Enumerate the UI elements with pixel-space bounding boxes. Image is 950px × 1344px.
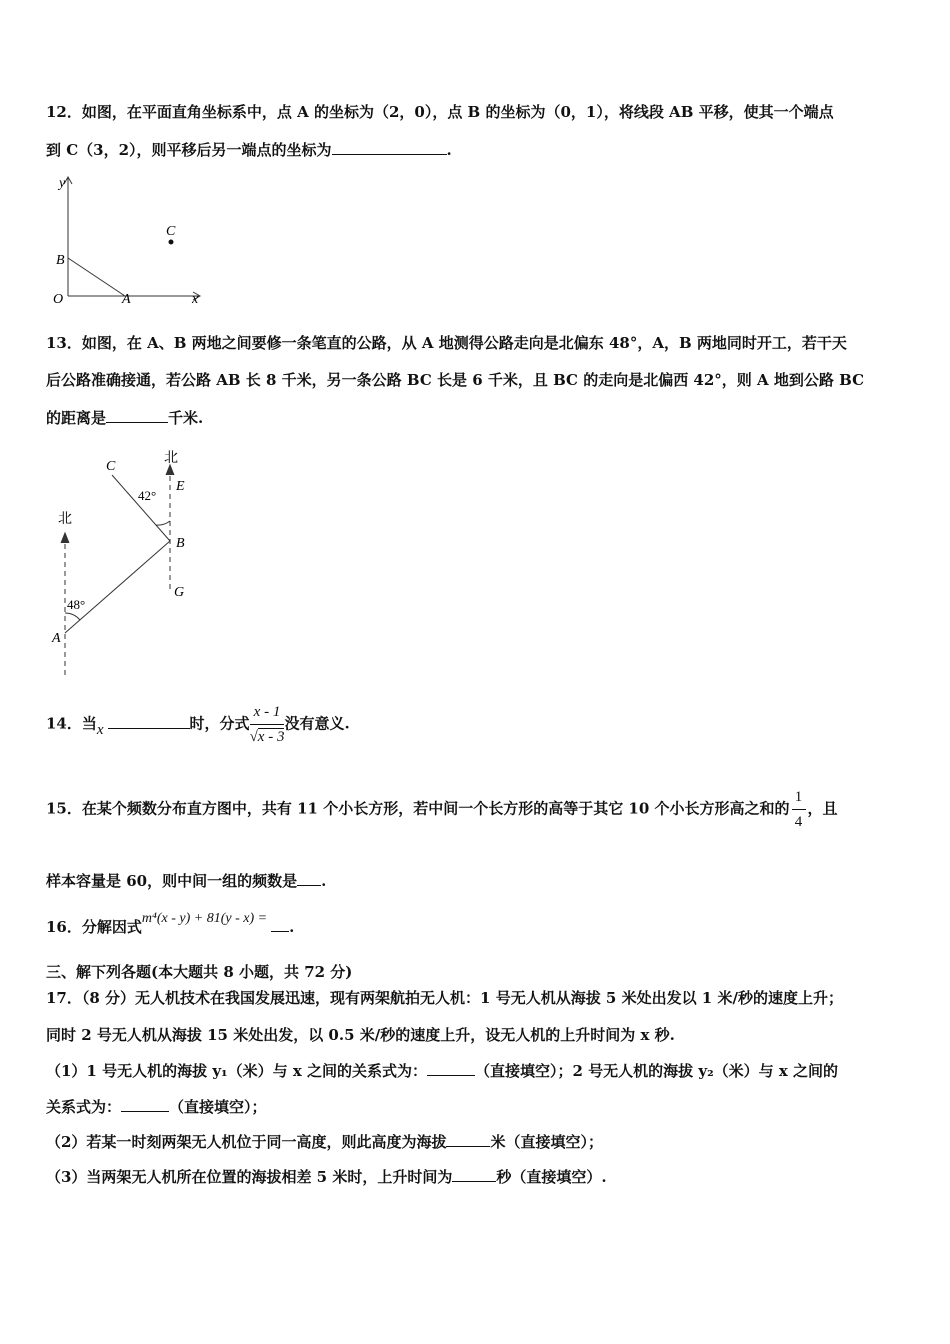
- label-north-b: 北: [164, 451, 178, 466]
- segment-bc: [112, 475, 170, 541]
- label-a: A: [122, 292, 131, 307]
- q16-prefix: 16．分解因式: [46, 918, 142, 936]
- q15-fraction: [792, 785, 806, 834]
- q12-period: .: [446, 141, 452, 159]
- q12-answer-blank[interactable]: [332, 140, 447, 155]
- label-g: G: [174, 585, 185, 600]
- q17-p3-text: （3）当两架无人机所在位置的海拔相差 5 米时，上升时间为: [46, 1168, 453, 1186]
- q17-p1-text4: （直接填空）；: [169, 1098, 267, 1116]
- q14-answer-blank[interactable]: [108, 714, 190, 729]
- segment-ab: [65, 541, 170, 633]
- q15-text: 15．在某个频数分布直方图中，共有 11 个小长方形，若中间一个长方形的高等于其它 10 个小长方形高之和的: [46, 799, 790, 818]
- segment-ab: [68, 258, 125, 296]
- q12-text: 到 C（3，2），则平移后另一端点的坐标为: [46, 141, 332, 159]
- q17-p2-text2: 米（直接填空）；: [490, 1133, 603, 1151]
- q13-line1: 13．如图，在 A、B 两地之间要修一条笔直的公路，从 A 地测得公路走向是北偏东 48°，A，B 两地同时开工，若干天: [46, 334, 847, 352]
- q17-p3-blank[interactable]: [452, 1167, 496, 1182]
- q17-line1: 17．（8 分）无人机技术在我国发展迅速，现有两架航拍无人机：1 号无人机从海拔 5 米处出发以 1 米/秒的速度上升；: [46, 989, 843, 1007]
- q15-answer-blank[interactable]: [297, 871, 321, 886]
- q14-numerator: x - 1: [250, 700, 285, 725]
- q17-p2-blank[interactable]: [446, 1132, 490, 1147]
- label-b: B: [56, 253, 65, 268]
- label-c: C: [166, 224, 176, 239]
- q17-part2: [46, 1132, 603, 1152]
- q17-part1: [46, 1061, 838, 1081]
- label-y: y: [59, 176, 66, 191]
- q13-direction-figure: [40, 445, 220, 680]
- q17-line2: 同时 2 号无人机从海拔 15 米处出发，以 0.5 米/秒的速度上升，设无人机的上升时间为 x 秒.: [46, 1026, 675, 1044]
- q15-denominator: 4: [794, 814, 803, 830]
- q16-answer-blank[interactable]: [271, 917, 289, 932]
- q16-period: .: [289, 918, 295, 936]
- q13-line2: 后公路准确接通，若公路 AB 长 8 千米，另一条公路 BC 长是 6 千米，且 BC 的走向是北偏西 42°，则 A 地到公路 BC: [46, 371, 865, 389]
- label-o: O: [53, 292, 64, 307]
- q15-period: .: [321, 872, 327, 890]
- q14-mid: 时，分式: [189, 714, 250, 733]
- q17-p3-text2: 秒（直接填空）.: [496, 1168, 607, 1186]
- q15-line1: [46, 785, 838, 834]
- q14-suffix: 没有意义.: [284, 714, 350, 733]
- q16: [46, 911, 295, 939]
- q17-p2-text: （2）若某一时刻两架无人机位于同一高度，则此高度为海拔: [46, 1133, 447, 1151]
- point-c: [169, 240, 174, 245]
- q12-coordinate-figure: [40, 172, 220, 312]
- label-angle-48: 48°: [67, 597, 86, 612]
- label-x: x: [192, 292, 199, 307]
- q12-line1: 12．如图，在平面直角坐标系中，点 A 的坐标为（2，0），点 B 的坐标为（0，1），将线段 AB 平移，使其一个端点: [46, 103, 834, 121]
- label-a: A: [52, 631, 61, 646]
- label-b: B: [176, 536, 185, 551]
- q16-expression: m⁴(x - y) + 81(y - x) =: [141, 911, 268, 926]
- q14-prefix: 14．当: [46, 714, 97, 733]
- q13-text: 的距离是: [46, 409, 107, 427]
- q15-line2: [46, 871, 326, 891]
- label-e: E: [176, 479, 185, 494]
- q13-line3: [46, 408, 203, 428]
- q17-p1-text: （1）1 号无人机的海拔 y₁（米）与 x 之间的关系式为：: [46, 1062, 427, 1080]
- q14: [46, 700, 350, 749]
- q14-denominator: x - 3: [257, 729, 285, 745]
- q14-var: x: [96, 721, 104, 738]
- label-angle-42: 42°: [138, 488, 157, 503]
- q17-p1-blank-1[interactable]: [427, 1061, 475, 1076]
- q13-answer-blank[interactable]: [106, 408, 168, 423]
- q17-part1-cont: [46, 1097, 267, 1117]
- q15-text2: 样本容量是 60，则中间一组的频数是: [46, 872, 298, 890]
- q13-unit: 千米.: [168, 409, 204, 427]
- q17-p1-text2: （直接填空）；2 号无人机的海拔 y₂（米）与 x 之间的: [475, 1062, 839, 1080]
- section-3-heading: 三、解下列各题(本大题共 8 小题，共 72 分): [46, 963, 353, 981]
- q17-part3: [46, 1167, 607, 1187]
- q15-numerator: 1: [792, 785, 806, 810]
- q15-end: ，且: [807, 799, 838, 818]
- q12-line2: [46, 140, 452, 160]
- q14-fraction: $\frac{x - 1}{√x - 3}$: [250, 700, 285, 749]
- label-north-a: 北: [58, 512, 72, 527]
- q17-p1-text3: 关系式为：: [46, 1098, 122, 1116]
- label-c: C: [106, 459, 116, 474]
- q17-p1-blank-2[interactable]: [121, 1097, 169, 1112]
